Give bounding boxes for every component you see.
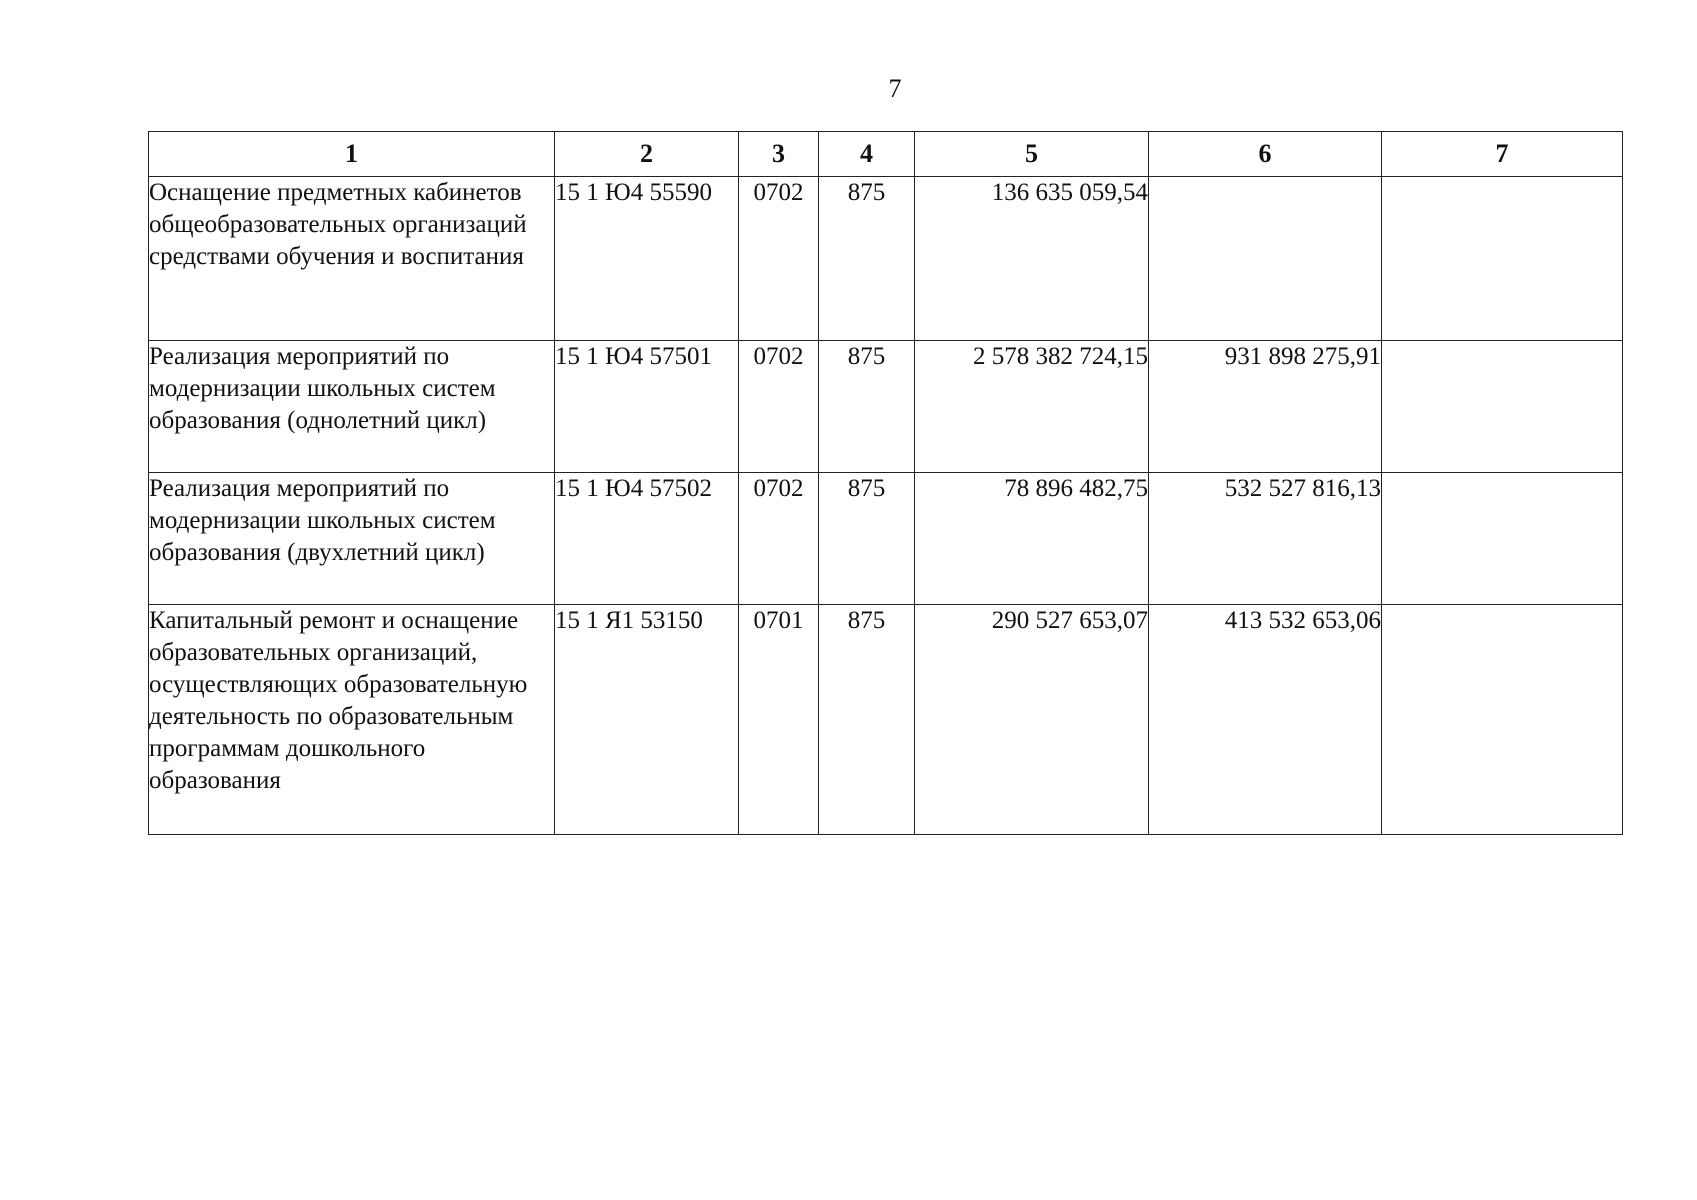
column-header-1: 1 [149, 132, 555, 177]
row-amount-col7 [1382, 605, 1623, 835]
column-header-6: 6 [1149, 132, 1382, 177]
row-amount-col6 [1149, 177, 1382, 341]
row-amount-col6: 931 898 275,91 [1149, 341, 1382, 473]
row-target-code: 15 1 Я1 53150 [555, 605, 739, 835]
row-name: Оснащение предметных кабинетов общеобразовательных организаций средствами обучения и воспитания [149, 177, 555, 341]
row-amount-col7 [1382, 341, 1623, 473]
table-row [149, 473, 1623, 605]
column-header-4: 4 [819, 132, 915, 177]
budget-table [148, 131, 1623, 835]
row-target-code: 15 1 Ю4 55590 [555, 177, 739, 341]
row-amount-col5: 2 578 382 724,15 [915, 341, 1149, 473]
column-header-7: 7 [1382, 132, 1623, 177]
column-header-2: 2 [555, 132, 739, 177]
row-amount-col7 [1382, 473, 1623, 605]
header-row [149, 132, 1623, 177]
row-amount-col5: 136 635 059,54 [915, 177, 1149, 341]
table-row [149, 341, 1623, 473]
row-section: 0702 [739, 473, 819, 605]
table-row [149, 177, 1623, 341]
row-amount-col5: 78 896 482,75 [915, 473, 1149, 605]
row-name: Реализация мероприятий по модернизации школьных систем образования (однолетний цикл) [149, 341, 555, 473]
row-amount-col6: 532 527 816,13 [1149, 473, 1382, 605]
row-expense-group: 875 [819, 605, 915, 835]
row-amount-col7 [1382, 177, 1623, 341]
row-expense-group: 875 [819, 177, 915, 341]
row-section: 0702 [739, 341, 819, 473]
row-section: 0701 [739, 605, 819, 835]
row-section: 0702 [739, 177, 819, 341]
table-row [149, 605, 1623, 835]
row-expense-group: 875 [819, 341, 915, 473]
row-amount-col6: 413 532 653,06 [1149, 605, 1382, 835]
row-target-code: 15 1 Ю4 57502 [555, 473, 739, 605]
row-target-code: 15 1 Ю4 57501 [555, 341, 739, 473]
row-amount-col5: 290 527 653,07 [915, 605, 1149, 835]
row-expense-group: 875 [819, 473, 915, 605]
row-name: Капитальный ремонт и оснащение образовательных организаций, осуществляющих образовательную деятельность по образовательным программам дошкольного образования [149, 605, 555, 835]
page-number: 7 [888, 74, 902, 103]
column-header-3: 3 [739, 132, 819, 177]
column-header-5: 5 [915, 132, 1149, 177]
row-name: Реализация мероприятий по модернизации школьных систем образования (двухлетний цикл) [149, 473, 555, 605]
